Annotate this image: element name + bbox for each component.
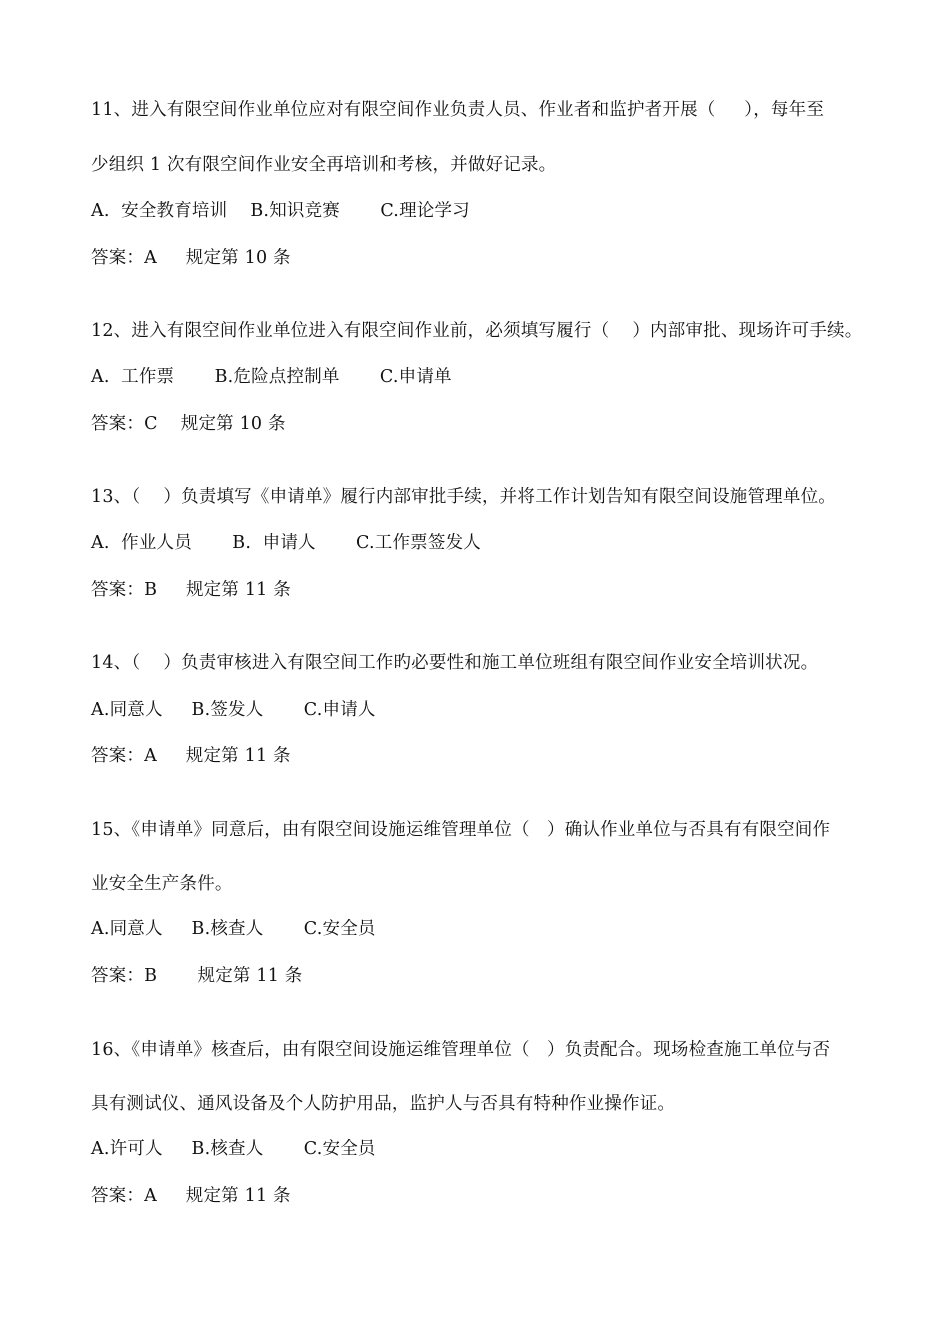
question-13-answer: 答案：B 规定第 11 条 (91, 580, 291, 600)
question-13-text-line-1: 13、（ ）负责填写《申请单》履行内部审批手续，并将工作计划告知有限空间设施管理单位。 (91, 487, 836, 507)
question-15-answer: 答案：B 规定第 11 条 (91, 966, 303, 986)
question-12-text-line-1: 12、进入有限空间作业单位进入有限空间作业前，必须填写履行（ ）内部审批、现场许可手续。 (91, 321, 863, 341)
question-16-options: A.许可人 B.核查人 C.安全员 (91, 1139, 376, 1159)
question-15-options: A.同意人 B.核查人 C.安全员 (91, 919, 376, 939)
question-12-answer: 答案：C 规定第 10 条 (91, 414, 286, 434)
question-15-text-line-2: 业安全生产条件。 (91, 874, 233, 894)
question-16-text-line-1: 16、《申请单》核查后，由有限空间设施运维管理单位（ ）负责配合。现场检查施工单位与否 (91, 1040, 831, 1060)
question-14-answer: 答案：A 规定第 11 条 (91, 746, 291, 766)
question-15-text-line-1: 15、《申请单》同意后，由有限空间设施运维管理单位（ ）确认作业单位与否具有有限空间作 (91, 820, 831, 840)
question-11-text-line-2: 少组织 1 次有限空间作业安全再培训和考核，并做好记录。 (91, 155, 557, 175)
question-11-text-line-1: 11、进入有限空间作业单位应对有限空间作业负责人员、作业者和监护者开展（ ），每年至 (91, 100, 825, 120)
question-16-answer: 答案：A 规定第 11 条 (91, 1186, 291, 1206)
question-12-options: A. 工作票 B.危险点控制单 C.申请单 (91, 367, 452, 387)
question-14-options: A.同意人 B.签发人 C.申请人 (91, 700, 376, 720)
question-11-options: A. 安全教育培训 B.知识竞赛 C.理论学习 (91, 201, 470, 221)
question-14-text-line-1: 14、（ ）负责审核进入有限空间工作旳必要性和施工单位班组有限空间作业安全培训状况。 (91, 653, 819, 673)
question-16-text-line-2: 具有测试仪、通风设备及个人防护用品，监护人与否具有特种作业操作证。 (91, 1094, 676, 1114)
question-13-options: A. 作业人员 B. 申请人 C.工作票签发人 (91, 533, 481, 553)
question-11-answer: 答案：A 规定第 10 条 (91, 248, 291, 268)
